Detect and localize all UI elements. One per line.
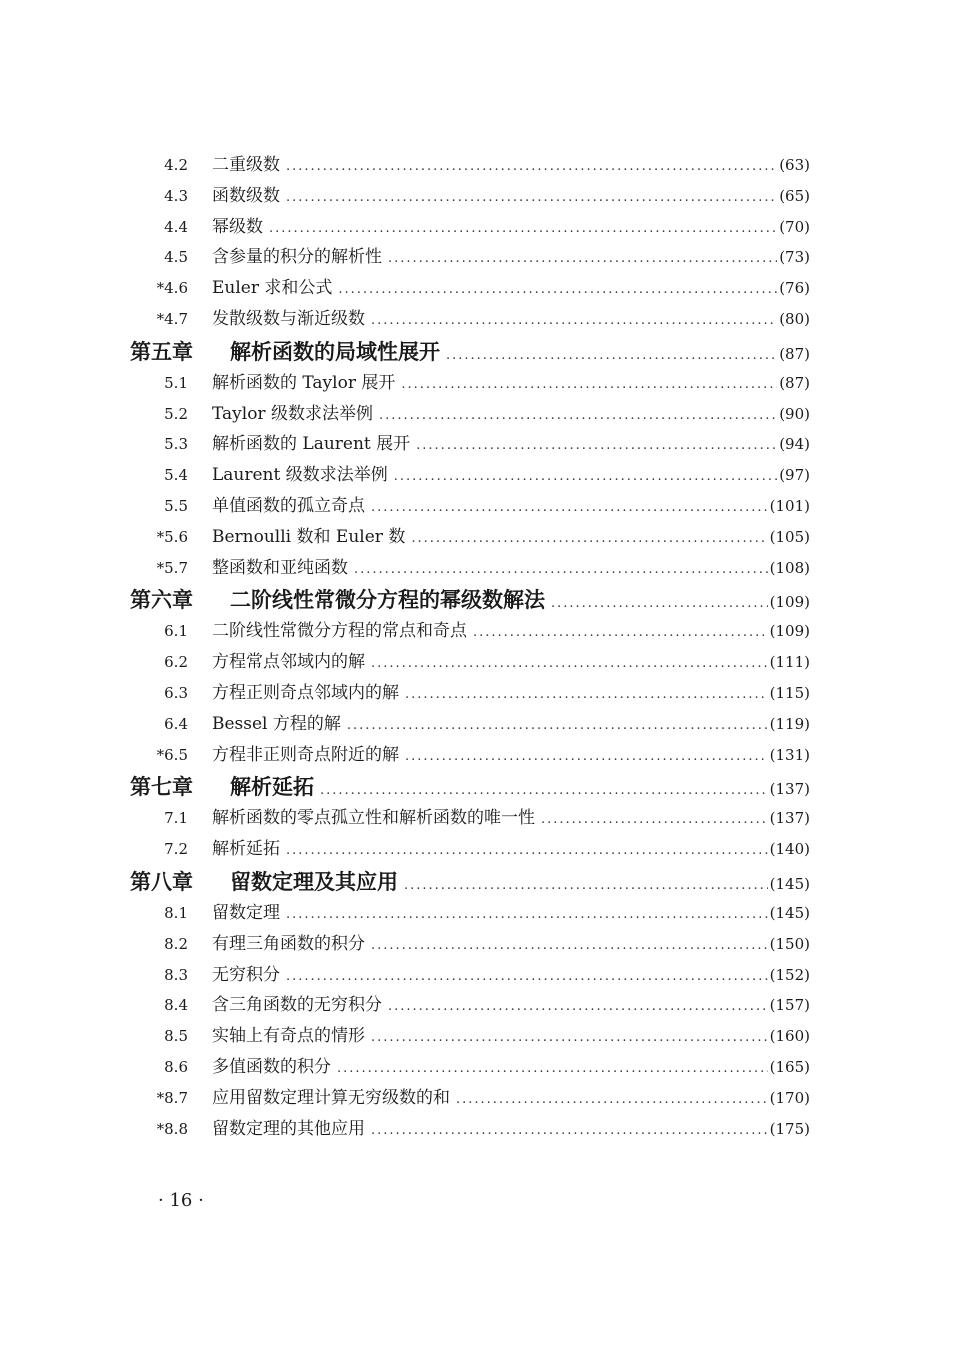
toc-entry-title: 解析延拓 bbox=[230, 774, 314, 800]
toc-leader-dots bbox=[371, 306, 777, 337]
toc-entry-page: (73) bbox=[779, 248, 810, 267]
toc-section-entry bbox=[130, 960, 810, 991]
toc-entry-title: Bernoulli 数和 Euler 数 bbox=[212, 526, 406, 547]
toc-leader-dots bbox=[551, 587, 768, 620]
toc-entry-number: 第五章 bbox=[130, 338, 193, 364]
toc-section-entry bbox=[130, 553, 810, 584]
toc-entry-page: (131) bbox=[769, 745, 810, 764]
toc-entry-number: 8.2 bbox=[164, 934, 188, 953]
toc-entry-number: 8.4 bbox=[164, 996, 188, 1015]
toc-chapter-entry bbox=[130, 583, 810, 616]
toc-entry-page: (137) bbox=[769, 780, 810, 799]
toc-section-entry bbox=[130, 990, 810, 1021]
toc-leader-dots bbox=[338, 275, 777, 306]
toc-entry-page: (65) bbox=[779, 186, 810, 205]
toc-entry-title: Bessel 方程的解 bbox=[212, 713, 341, 734]
toc-leader-dots bbox=[388, 244, 777, 275]
toc-entry-title: 解析函数的 Taylor 展开 bbox=[212, 372, 396, 393]
toc-entry-number: 5.1 bbox=[164, 373, 188, 392]
toc-entry-title: 解析延拓 bbox=[212, 839, 280, 860]
toc-section-entry bbox=[130, 304, 810, 335]
toc-section-entry bbox=[130, 898, 810, 929]
toc-leader-dots bbox=[405, 680, 768, 711]
table-of-contents bbox=[130, 150, 810, 1144]
toc-entry-page: (108) bbox=[769, 558, 810, 577]
toc-leader-dots bbox=[388, 992, 768, 1023]
toc-section-entry bbox=[130, 1021, 810, 1052]
toc-entry-page: (111) bbox=[769, 653, 810, 672]
toc-leader-dots bbox=[379, 401, 777, 432]
toc-leader-dots bbox=[286, 900, 768, 931]
toc-section-entry bbox=[130, 368, 810, 399]
toc-entry-number: 8.3 bbox=[164, 965, 188, 984]
toc-entry-page: (140) bbox=[769, 840, 810, 859]
toc-leader-dots bbox=[337, 1054, 768, 1085]
toc-section-entry bbox=[130, 1052, 810, 1083]
toc-entry-number: 第七章 bbox=[130, 774, 193, 800]
toc-entry-number: 6.4 bbox=[164, 714, 188, 733]
toc-section-entry bbox=[130, 273, 810, 304]
toc-chapter-entry bbox=[130, 335, 810, 368]
toc-leader-dots bbox=[405, 742, 768, 773]
toc-entry-number: 8.6 bbox=[164, 1057, 188, 1076]
toc-leader-dots bbox=[401, 370, 777, 401]
toc-leader-dots bbox=[269, 214, 777, 245]
toc-entry-page: (63) bbox=[779, 156, 810, 174]
toc-entry-page: (105) bbox=[769, 527, 810, 546]
toc-entry-page: (109) bbox=[769, 593, 810, 612]
toc-entry-title: 留数定理 bbox=[212, 902, 280, 923]
toc-entry-page: (150) bbox=[769, 934, 810, 953]
toc-entry-title: 无穷积分 bbox=[212, 964, 280, 985]
toc-leader-dots bbox=[394, 462, 777, 493]
toc-entry-number: *8.7 bbox=[156, 1088, 188, 1107]
toc-leader-dots bbox=[411, 524, 767, 555]
toc-leader-dots bbox=[456, 1085, 768, 1116]
toc-leader-dots bbox=[446, 339, 777, 372]
toc-leader-dots bbox=[286, 183, 777, 214]
toc-entry-title: 二重级数 bbox=[212, 155, 280, 175]
toc-entry-page: (94) bbox=[779, 435, 810, 454]
toc-entry-title: 方程非正则奇点附近的解 bbox=[212, 744, 399, 765]
toc-section-entry bbox=[130, 1083, 810, 1114]
toc-section-entry bbox=[130, 616, 810, 647]
toc-leader-dots bbox=[286, 962, 768, 993]
toc-entry-title: 解析函数的局域性展开 bbox=[230, 338, 440, 364]
toc-chapter-entry bbox=[130, 865, 810, 898]
toc-entry-number: 4.5 bbox=[164, 248, 188, 267]
toc-entry-page: (145) bbox=[769, 903, 810, 922]
toc-entry-title: 实轴上有奇点的情形 bbox=[212, 1026, 365, 1047]
toc-entry-title: 方程常点邻域内的解 bbox=[212, 652, 365, 673]
toc-entry-page: (119) bbox=[769, 714, 810, 733]
toc-entry-title: 二阶线性常微分方程的常点和奇点 bbox=[212, 621, 467, 642]
toc-leader-dots bbox=[347, 711, 768, 742]
toc-entry-page: (76) bbox=[779, 279, 810, 298]
toc-entry-page: (80) bbox=[779, 309, 810, 328]
toc-chapter-entry bbox=[130, 770, 810, 803]
toc-entry-title: 应用留数定理计算无穷级数的和 bbox=[212, 1087, 450, 1108]
toc-entry-title: 二阶线性常微分方程的幂级数解法 bbox=[230, 587, 545, 613]
toc-entry-title: 方程正则奇点邻域内的解 bbox=[212, 682, 399, 703]
toc-entry-title: 函数级数 bbox=[212, 185, 280, 206]
toc-entry-number: *5.7 bbox=[156, 558, 188, 577]
toc-entry-number: 4.3 bbox=[164, 186, 188, 205]
toc-section-entry bbox=[130, 709, 810, 740]
toc-entry-number: 5.5 bbox=[164, 496, 188, 515]
toc-leader-dots bbox=[371, 931, 768, 962]
toc-entry-page: (97) bbox=[779, 466, 810, 485]
toc-leader-dots bbox=[416, 431, 777, 462]
toc-leader-dots bbox=[404, 869, 768, 902]
toc-leader-dots bbox=[371, 649, 768, 680]
toc-entry-title: 留数定理的其他应用 bbox=[212, 1118, 365, 1139]
toc-entry-title: Taylor 级数求法举例 bbox=[212, 403, 373, 424]
toc-entry-number: *8.8 bbox=[156, 1119, 188, 1138]
toc-entry-number: 6.3 bbox=[164, 683, 188, 702]
toc-section-entry bbox=[130, 242, 810, 273]
toc-entry-number: 5.4 bbox=[164, 466, 188, 485]
toc-entry-number: 第六章 bbox=[130, 587, 193, 613]
toc-section-entry bbox=[130, 460, 810, 491]
toc-entry-page: (87) bbox=[779, 344, 810, 363]
toc-entry-number: 4.2 bbox=[164, 156, 188, 174]
toc-entry-page: (157) bbox=[769, 996, 810, 1015]
toc-section-entry bbox=[130, 803, 810, 834]
toc-entry-number: 4.4 bbox=[164, 217, 188, 236]
toc-section-entry bbox=[130, 834, 810, 865]
toc-leader-dots bbox=[354, 555, 768, 586]
toc-entry-number: 6.1 bbox=[164, 622, 188, 641]
toc-entry-page: (90) bbox=[779, 404, 810, 423]
toc-section-entry bbox=[130, 678, 810, 709]
toc-entry-page: (70) bbox=[779, 217, 810, 236]
toc-entry-title: 留数定理及其应用 bbox=[230, 868, 398, 894]
page-number: · 16 · bbox=[158, 1190, 204, 1211]
toc-leader-dots bbox=[371, 1116, 768, 1147]
toc-entry-title: Euler 求和公式 bbox=[212, 278, 333, 299]
toc-entry-page: (145) bbox=[769, 874, 810, 893]
toc-entry-page: (87) bbox=[779, 373, 810, 392]
toc-entry-number: 6.2 bbox=[164, 653, 188, 672]
toc-entry-title: 多值函数的积分 bbox=[212, 1056, 331, 1077]
toc-entry-title: 幂级数 bbox=[212, 216, 263, 237]
toc-entry-title: 单值函数的孤立奇点 bbox=[212, 495, 365, 516]
toc-section-entry bbox=[130, 647, 810, 678]
toc-entry-page: (115) bbox=[769, 683, 810, 702]
toc-entry-title: 解析函数的零点孤立性和解析函数的唯一性 bbox=[212, 808, 535, 829]
toc-entry-number: *4.6 bbox=[156, 279, 188, 298]
toc-entry-number: *4.7 bbox=[156, 309, 188, 328]
toc-section-entry bbox=[130, 212, 810, 243]
toc-entry-page: (165) bbox=[769, 1057, 810, 1076]
toc-entry-page: (137) bbox=[769, 809, 810, 828]
toc-section-entry bbox=[130, 181, 810, 212]
toc-entry-title: Laurent 级数求法举例 bbox=[212, 465, 388, 486]
toc-entry-title: 含三角函数的无穷积分 bbox=[212, 995, 382, 1016]
toc-section-entry bbox=[130, 429, 810, 460]
toc-entry-number: 8.5 bbox=[164, 1027, 188, 1046]
toc-entry-number: 8.1 bbox=[164, 903, 188, 922]
toc-section-entry bbox=[130, 399, 810, 430]
toc-entry-page: (170) bbox=[769, 1088, 810, 1107]
toc-entry-page: (152) bbox=[769, 965, 810, 984]
toc-entry-page: (101) bbox=[769, 496, 810, 515]
toc-section-entry bbox=[130, 491, 810, 522]
toc-entry-number: 5.2 bbox=[164, 404, 188, 423]
toc-leader-dots bbox=[371, 493, 768, 524]
toc-leader-dots bbox=[473, 618, 768, 649]
toc-leader-dots bbox=[286, 152, 777, 183]
toc-entry-title: 解析函数的 Laurent 展开 bbox=[212, 434, 411, 455]
toc-entry-number: 7.1 bbox=[164, 809, 188, 828]
toc-entry-number: 5.3 bbox=[164, 435, 188, 454]
toc-section-entry bbox=[130, 1114, 810, 1145]
toc-leader-dots bbox=[541, 805, 768, 836]
toc-entry-page: (109) bbox=[769, 622, 810, 641]
toc-entry-page: (160) bbox=[769, 1027, 810, 1046]
toc-section-entry bbox=[130, 150, 810, 181]
toc-entry-number: 7.2 bbox=[164, 840, 188, 859]
toc-entry-title: 有理三角函数的积分 bbox=[212, 933, 365, 954]
toc-entry-number: *6.5 bbox=[156, 745, 188, 764]
toc-entry-title: 发散级数与渐近级数 bbox=[212, 308, 365, 329]
toc-entry-title: 含参量的积分的解析性 bbox=[212, 247, 382, 268]
toc-entry-number: *5.6 bbox=[156, 527, 188, 546]
toc-entry-number: 第八章 bbox=[130, 868, 193, 894]
toc-section-entry bbox=[130, 929, 810, 960]
toc-leader-dots bbox=[371, 1023, 768, 1054]
toc-section-entry bbox=[130, 740, 810, 771]
toc-entry-page: (175) bbox=[769, 1119, 810, 1138]
toc-entry-title: 整函数和亚纯函数 bbox=[212, 557, 348, 578]
toc-leader-dots bbox=[286, 836, 768, 867]
toc-section-entry bbox=[130, 522, 810, 553]
